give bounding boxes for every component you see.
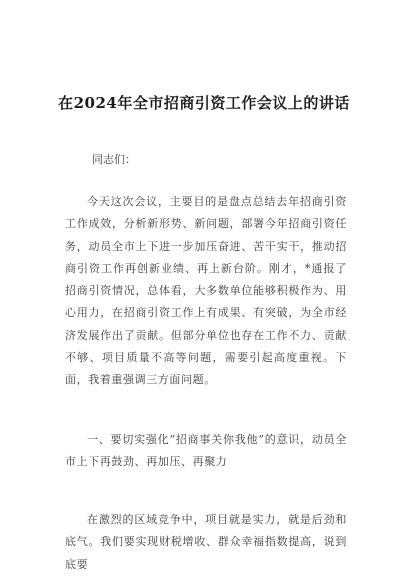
section-heading-1: 一、要切实强化“招商事关你我他”的意识，动员全市上下再鼓劲、再加压、再聚力 [65, 433, 347, 469]
paragraph-opening: 今天这次会议，主要目的是盘点总结去年招商引资工作成效，分析新形势、新问题，部署今年招商引资任务，动员全市上下进一步加压奋进、苦干实干，推动招商引资工作再创新业绩、再上新台阶。刚才，*通报了招商引资情况，总体看，大多数单位能够积极作为、用心用力，在招商引资工作上有成果、有突破，为全市经济发展作出了贡献。但部分单位也存在工作不力、贡献不够、项目质量不高等问题，需要引起高度重视。下面，我着重强调三方面问题。 [65, 195, 347, 387]
salutation: 同志们： [92, 153, 136, 166]
paragraph-section-1: 在激烈的区域竞争中，项目就是实力，就是后劲和底气。我们要实现财税增收、群众幸福指数提高，说到底要 [65, 513, 347, 571]
document-title: 在2024年全市招商引资工作会议上的讲话 [58, 94, 350, 112]
